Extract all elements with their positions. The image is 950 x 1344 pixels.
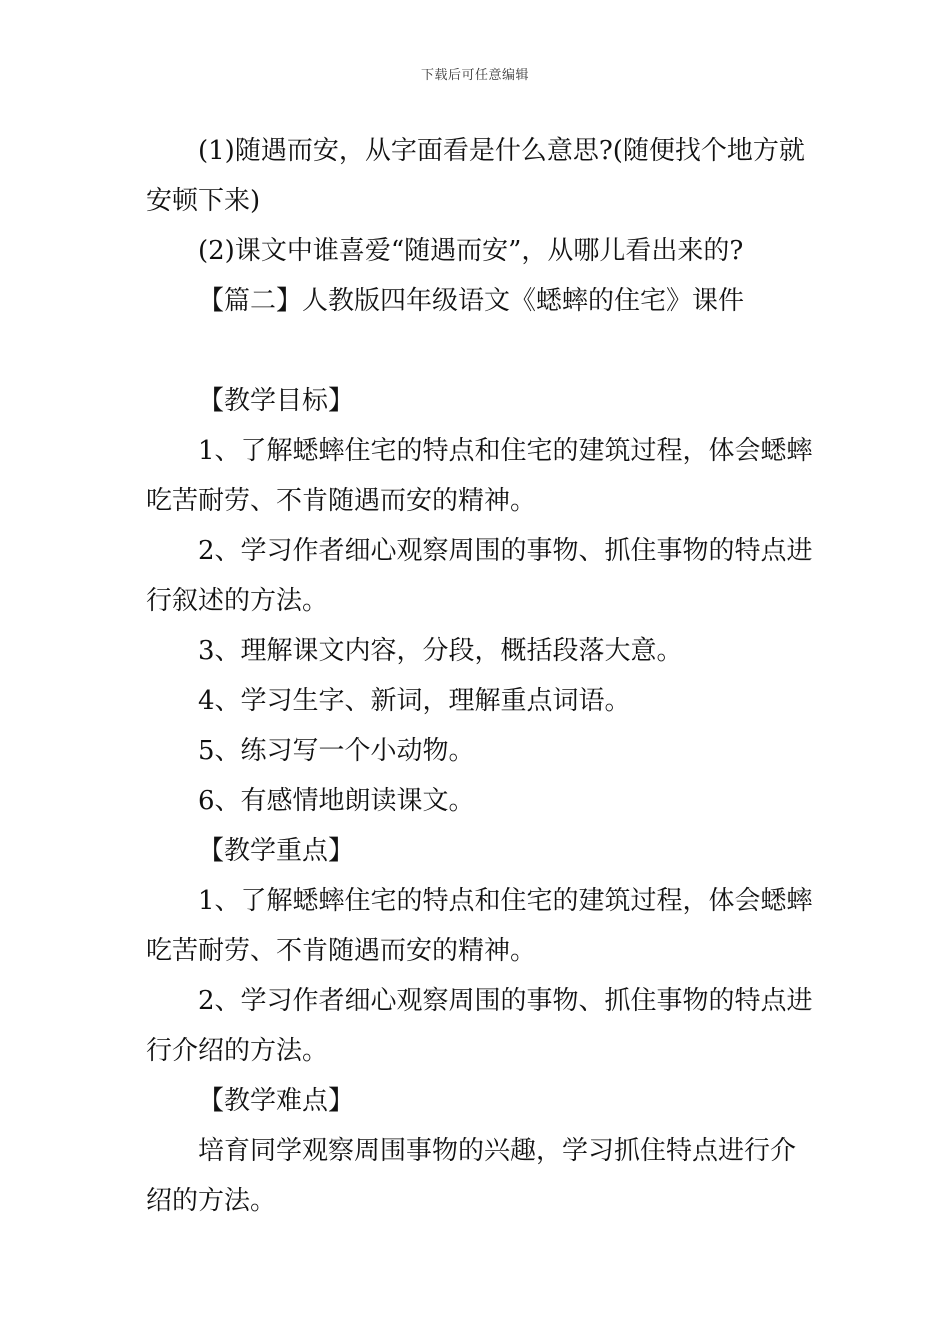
section-title-part-two: 【篇二】人教版四年级语文《蟋蟀的住宅》课件 [198, 286, 745, 316]
goal-item-2: 2、学习作者细心观察周围的事物、抓住事物的特点进行叙述的方法。 [146, 536, 813, 616]
page-header: 下载后可任意编辑 [420, 68, 529, 83]
goal-item-3: 3、理解课文内容，分段，概括段落大意。 [198, 636, 683, 666]
paragraph-question-2: (2)课文中谁喜爱“随遇而安”，从哪儿看出来的? [198, 236, 744, 266]
goal-item-4: 4、学习生字、新词，理解重点词语。 [198, 686, 631, 716]
difficulty-item: 培育同学观察周围事物的兴趣，学习抓住特点进行介绍的方法。 [146, 1136, 797, 1216]
heading-teaching-difficulty: 【教学难点】 [198, 1086, 355, 1116]
goal-item-5: 5、练习写一个小动物。 [198, 736, 475, 766]
focus-item-2: 2、学习作者细心观察周围的事物、抓住事物的特点进行介绍的方法。 [146, 986, 813, 1066]
paragraph-question-1: (1)随遇而安，从字面看是什么意思?(随便找个地方就安顿下来) [146, 136, 805, 216]
blank-line [146, 326, 814, 376]
goal-item-1: 1、了解蟋蟀住宅的特点和住宅的建筑过程，体会蟋蟀吃苦耐劳、不肯随遇而安的精神。 [146, 436, 813, 516]
focus-item-1: 1、了解蟋蟀住宅的特点和住宅的建筑过程，体会蟋蟀吃苦耐劳、不肯随遇而安的精神。 [146, 886, 813, 966]
heading-teaching-focus: 【教学重点】 [198, 836, 355, 866]
heading-teaching-goals: 【教学目标】 [198, 386, 355, 416]
goal-item-6: 6、有感情地朗读课文。 [198, 786, 475, 816]
document-body [146, 126, 814, 1226]
